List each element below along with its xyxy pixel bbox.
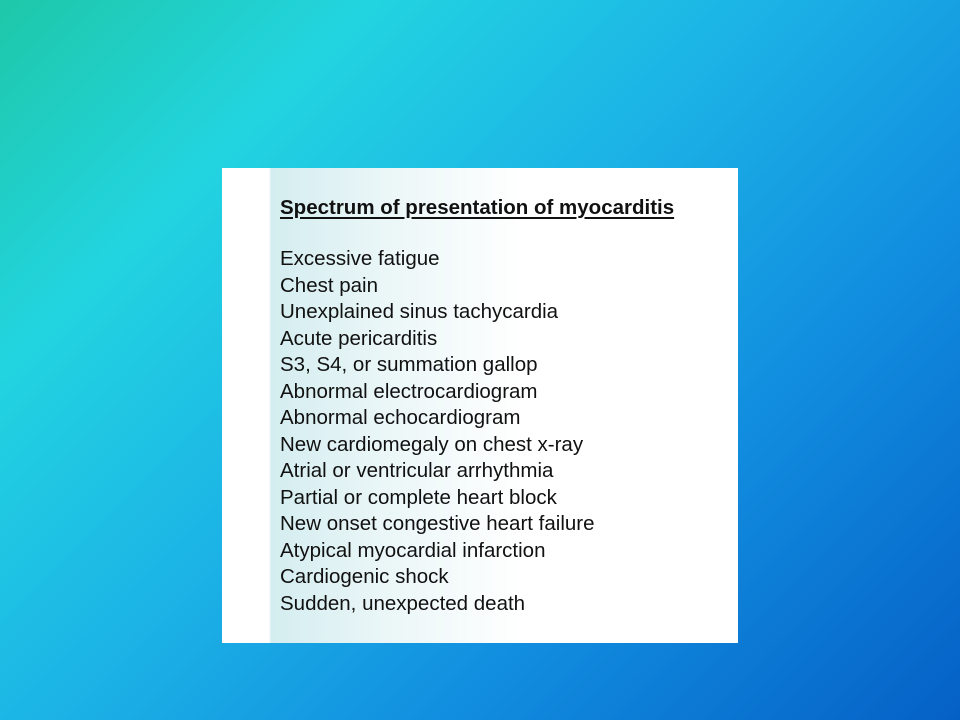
list-item: Atrial or ventricular arrhythmia [280,459,554,482]
list-item: Abnormal echocardiogram [280,406,521,429]
list-item: Atypical myocardial infarction [280,538,546,562]
content-card [222,168,738,643]
list-item: S3, S4, or summation gallop [280,353,538,376]
list-item: Unexplained sinus tachycardia [280,300,559,323]
list-item: Chest pain [280,273,379,297]
card-title: Spectrum of presentation of myocarditis [280,196,675,219]
list-item: New cardiomegaly on chest x-ray [280,432,584,456]
list-item: Sudden, unexpected death [280,591,526,615]
list-item: Acute pericarditis [280,326,438,350]
list-item: Excessive fatigue [280,247,440,270]
presentation-list [280,246,595,617]
list-item: Cardiogenic shock [280,565,449,588]
list-item: Partial or complete heart block [280,485,557,509]
list-item: Abnormal electrocardiogram [280,379,538,403]
list-item: New onset congestive heart failure [280,512,595,535]
